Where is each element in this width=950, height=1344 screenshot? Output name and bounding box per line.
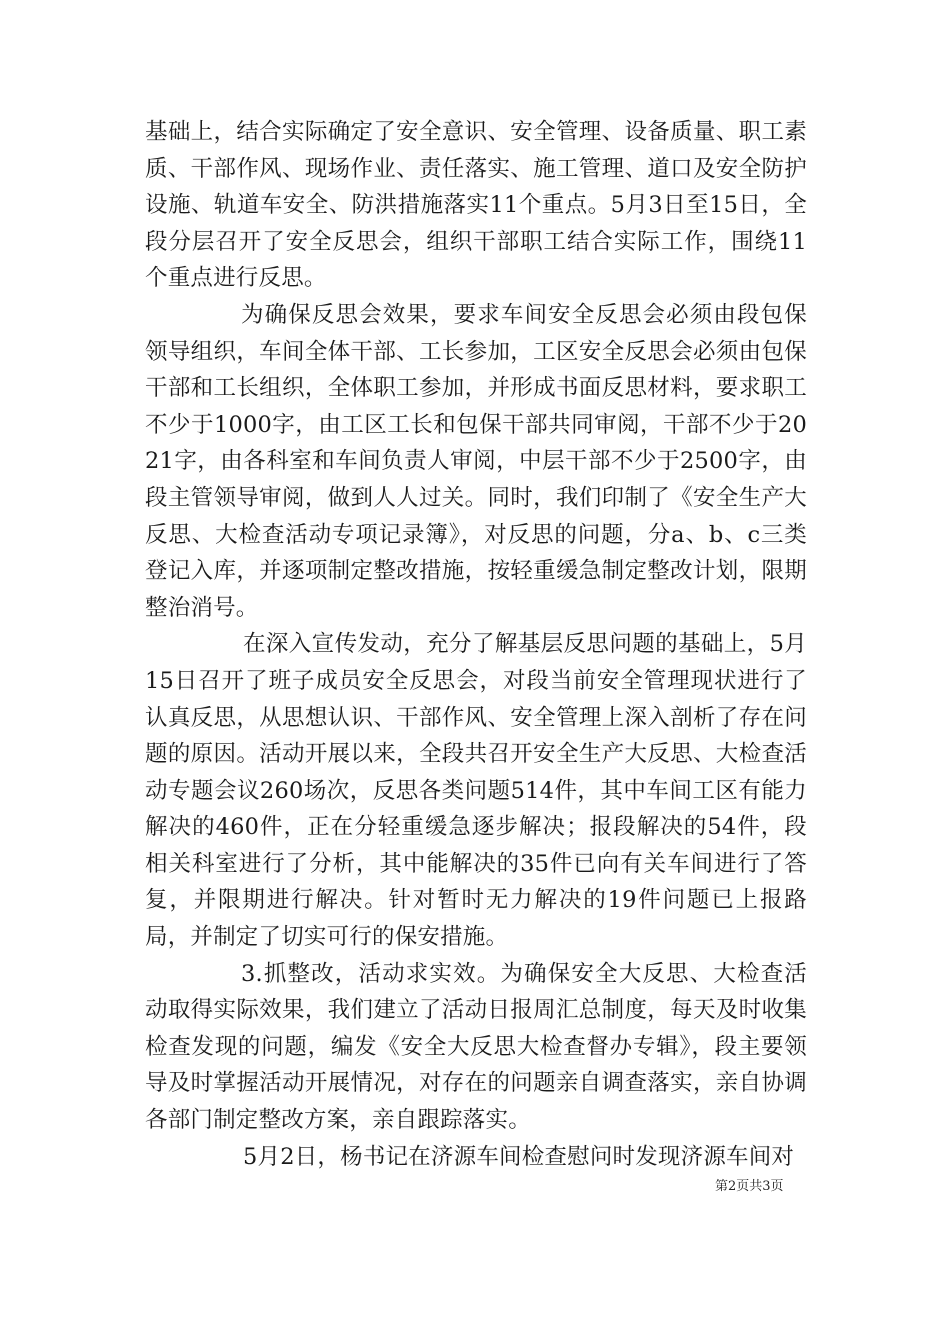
paragraph-3: 在深入宣传发动，充分了解基层反思问题的基础上，5月15日召开了班子成员安全反思会，对段当前安全管理现状进行了认真反思，从思想认识、干部作风、安全管理上深入剖析了存在问题的原因。活动开展以来，全段共召开安全生产大反思、大检查活动专题会议260场次，反思各类问题514件，其中车间工区有能力解决的460件，正在分轻重缓急逐步解决；报段解决的54件，段相关科室进行了分析，其中能解决的35件已向有关车间进行了答复，并限期进行解决。针对暂时无力解决的19件问题已上报路局，并制定了切实可行的保安措施。 — [145, 631, 807, 951]
paragraph-5: 5月2日，杨书记在济源车间检查慰问时发现济源车间对 — [243, 1143, 795, 1170]
document-body — [145, 114, 807, 1175]
paragraph-4: 3.抓整改，活动求实效。为确保安全大反思、大检查活动取得实际效果，我们建立了活动日报周汇总制度，每天及时收集检查发现的问题，编发《安全大反思大检查督办专辑》，段主要领导及时掌握活动开展情况，对存在的问题亲自调查落实，亲自协调各部门制定整改方案，亲自跟踪落实。 — [145, 960, 807, 1134]
paragraph-2: 为确保反思会效果，要求车间安全反思会必须由段包保领导组织，车间全体干部、工长参加，工区安全反思会必须由包保干部和工长组织，全体职工参加，并形成书面反思材料，要求职工不少于1000字，由工区工长和包保干部共同审阅，干部不少于2021字，由各科室和车间负责人审阅，中层干部不少于2500字，由段主管领导审阅，做到人人过关。同时，我们印制了《安全生产大反思、大检查活动专项记录簿》，对反思的问题，分a、b、c三类登记入库，并逐项制定整改措施，按轻重缓急制定整改计划，限期整治消号。 — [145, 301, 807, 621]
paragraph-1: 基础上，结合实际确定了安全意识、安全管理、设备质量、职工素质、干部作风、现场作业、责任落实、施工管理、道口及安全防护设施、轨道车安全、防洪措施落实11个重点。5月3日至15日，全段分层召开了安全反思会，组织干部职工结合实际工作，围绕11个重点进行反思。 — [145, 119, 807, 292]
page-number-footer: 第2页共3页 — [715, 1179, 784, 1194]
